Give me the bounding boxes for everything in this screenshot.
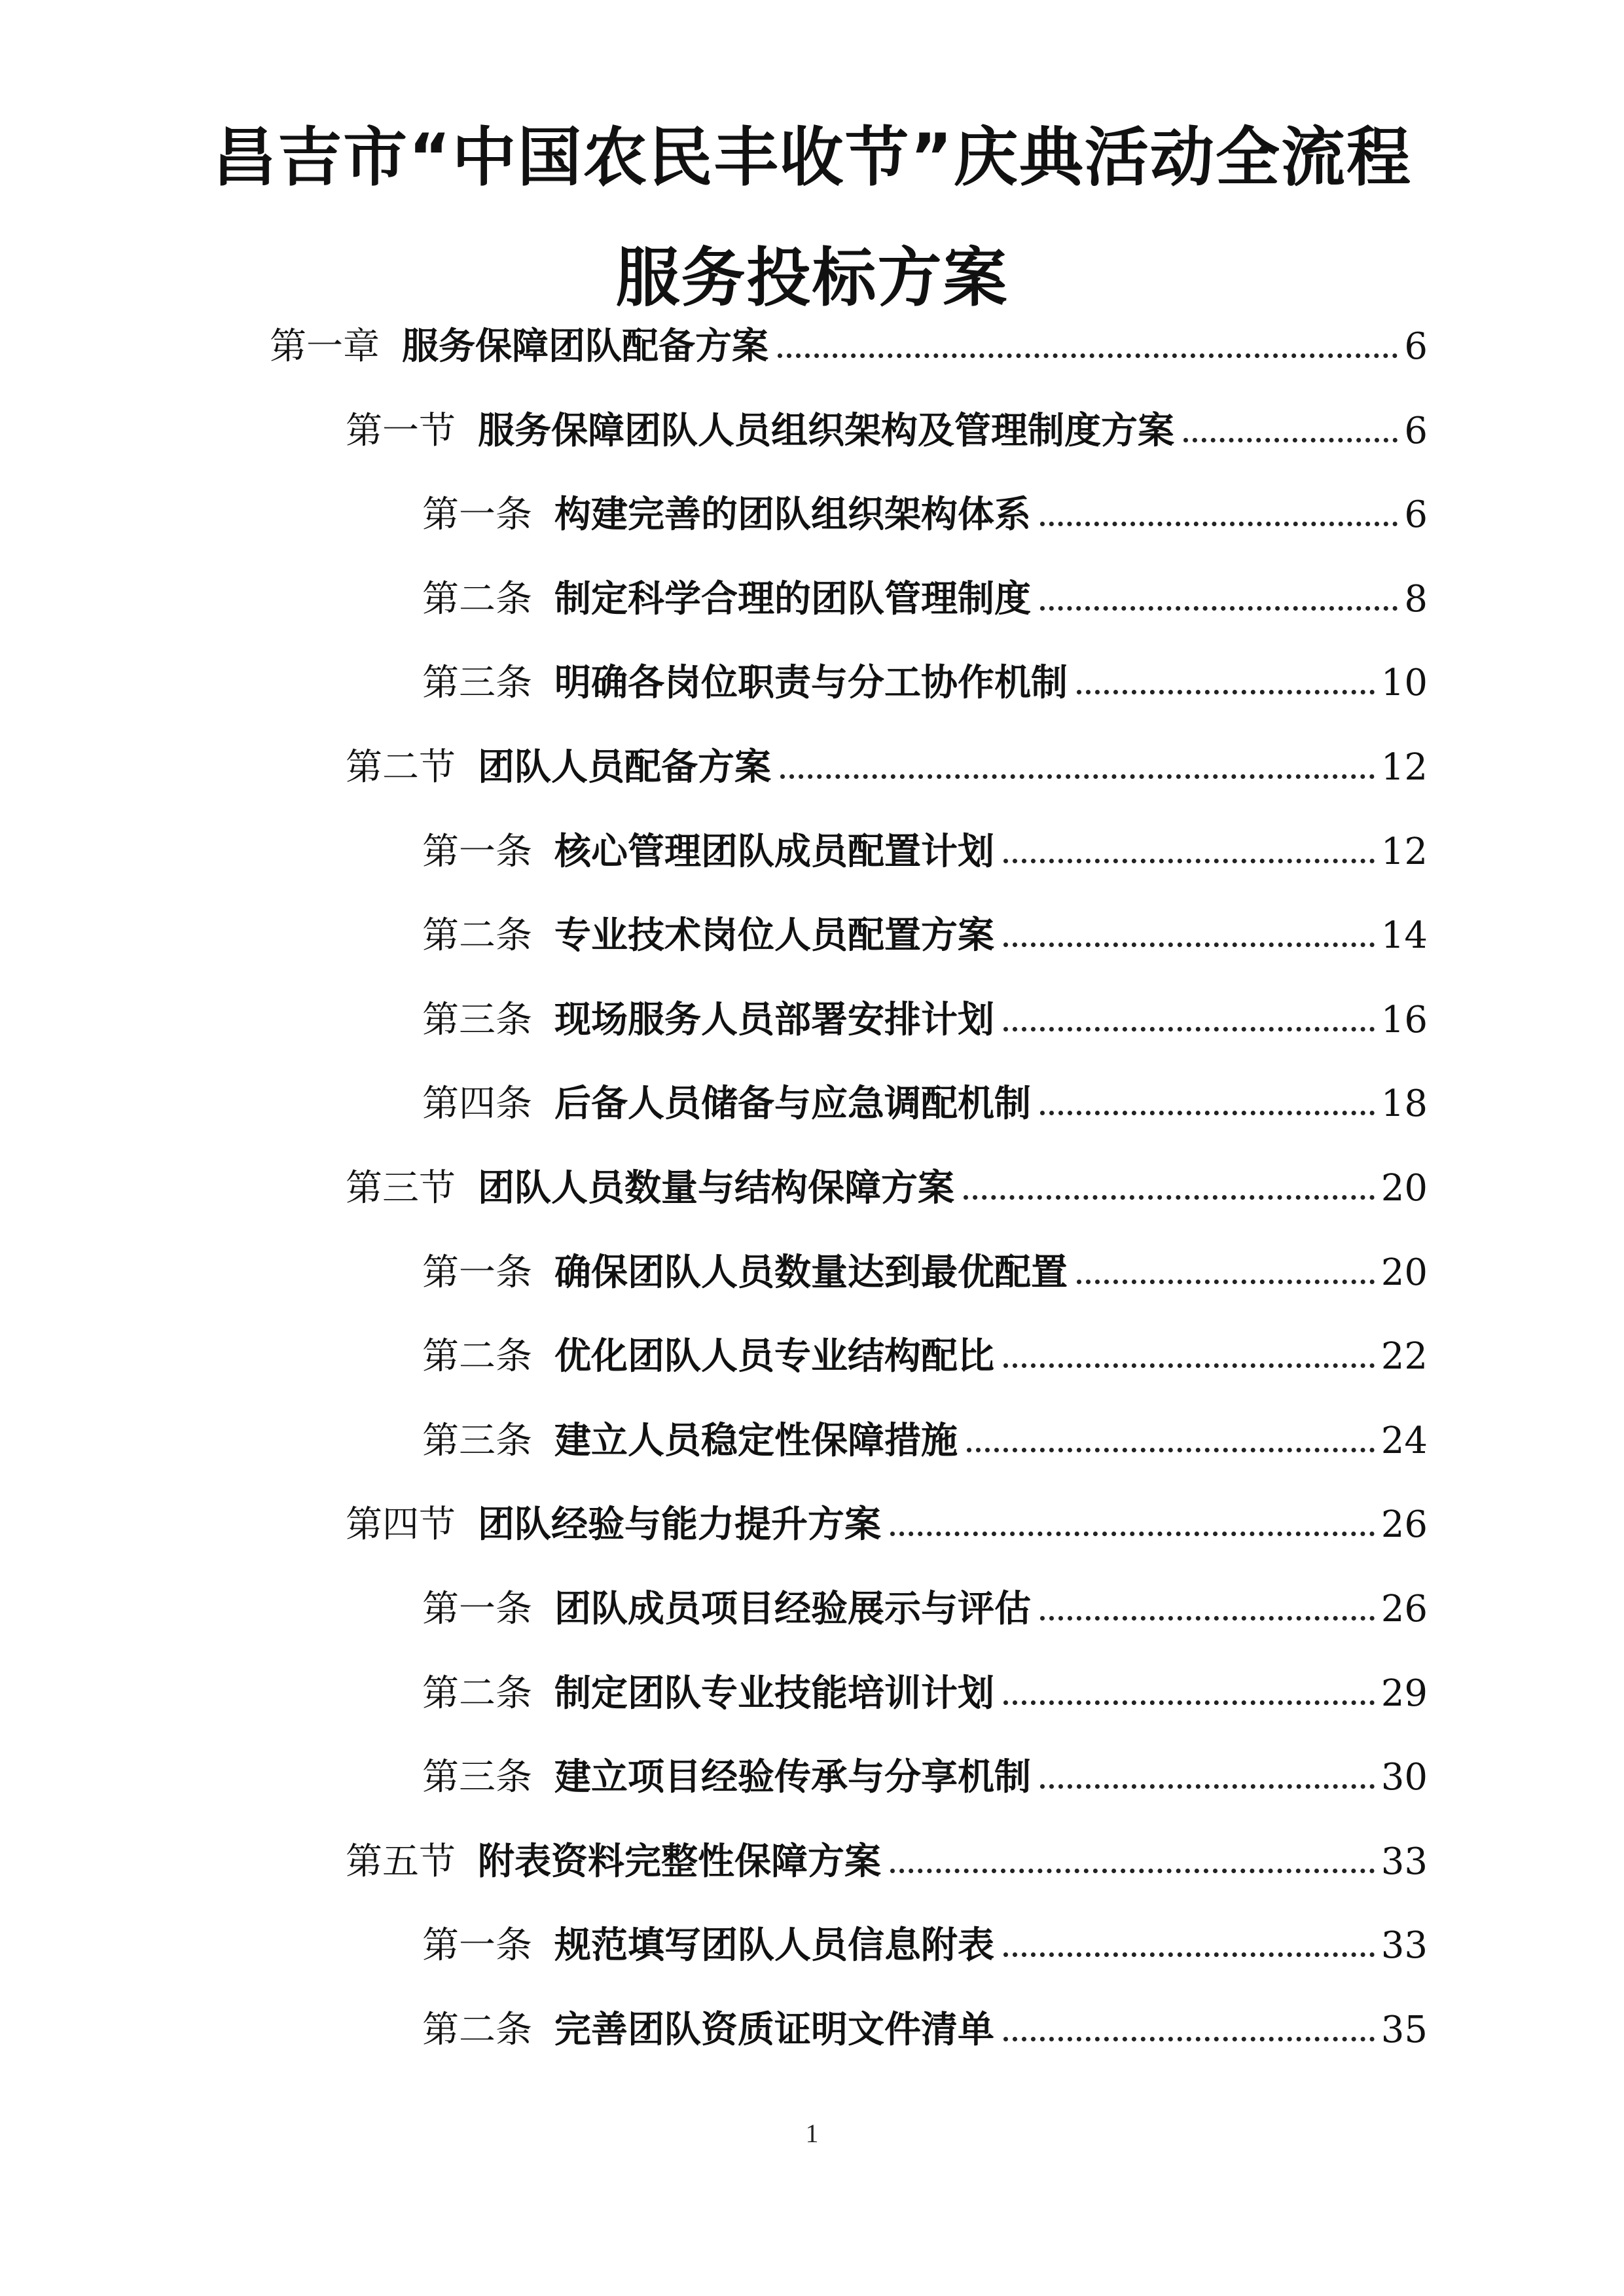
toc-entry-label: 第二条	[422, 914, 532, 957]
toc-dot-leader	[1003, 2037, 1375, 2041]
toc-entry-page-number: 22	[1380, 1335, 1428, 1378]
toc-entry[interactable]	[270, 319, 1428, 368]
document-title-line-1: 昌吉市“中国农民丰收节”庆典活动全流程	[212, 120, 1412, 195]
toc-entry-label: 第三条	[422, 999, 532, 1041]
toc-entry-page-number: 12	[1380, 831, 1428, 873]
toc-entry-title: 专业技术岗位人员配置方案	[554, 914, 994, 957]
toc-entry-page-number: 12	[1380, 746, 1428, 789]
toc-entry[interactable]	[422, 656, 1428, 702]
toc-entry-label: 第一条	[422, 1924, 532, 1967]
toc-entry-page-number: 29	[1380, 1672, 1428, 1715]
toc-entry-page-number: 16	[1380, 999, 1428, 1041]
toc-entry-label: 第二条	[422, 1335, 532, 1378]
toc-entry[interactable]	[422, 993, 1428, 1039]
toc-entry-label: 第二条	[422, 1672, 532, 1715]
toc-dot-leader	[1003, 942, 1375, 947]
toc-dot-leader	[1040, 1784, 1375, 1789]
toc-entry[interactable]	[422, 1666, 1428, 1715]
toc-entry[interactable]	[346, 1835, 1428, 1883]
toc-dot-leader	[1040, 522, 1398, 526]
toc-entry-label: 第三节	[346, 1167, 456, 1210]
toc-entry-title: 制定科学合理的团队管理制度	[554, 578, 1031, 620]
toc-entry-label: 第四条	[422, 1083, 532, 1125]
toc-entry-page-number: 6	[1404, 325, 1428, 368]
toc-dot-leader	[1003, 1027, 1375, 1031]
toc-entry-page-number: 6	[1404, 493, 1428, 536]
toc-entry-title: 确保团队人员数量达到最优配置	[554, 1251, 1068, 1294]
toc-dot-leader	[780, 774, 1375, 779]
toc-entry-title: 规范填写团队人员信息附表	[554, 1924, 994, 1967]
toc-entry-label: 第一章	[270, 325, 380, 368]
toc-entry-title: 构建完善的团队组织架构体系	[554, 493, 1031, 536]
toc-entry-title: 服务保障团队配备方案	[402, 325, 768, 368]
toc-entry-page-number: 14	[1380, 914, 1428, 957]
toc-dot-leader	[1003, 1700, 1375, 1705]
toc-entry[interactable]	[346, 1161, 1428, 1210]
toc-dot-leader	[890, 1532, 1375, 1536]
toc-entry-title: 服务保障团队人员组织架构及管理制度方案	[478, 410, 1174, 452]
toc-entry-label: 第一条	[422, 1251, 532, 1294]
toc-entry-page-number: 8	[1404, 578, 1428, 620]
toc-entry-title: 明确各岗位职责与分工协作机制	[554, 662, 1068, 704]
toc-dot-leader	[1077, 690, 1375, 694]
toc-entry-title: 建立人员稳定性保障措施	[554, 1420, 958, 1462]
toc-entry[interactable]	[346, 740, 1428, 789]
toc-entry-label: 第一条	[422, 831, 532, 873]
page-number: 1	[805, 2119, 819, 2148]
toc-entry-label: 第四节	[346, 1503, 456, 1546]
toc-entry-label: 第三条	[422, 1420, 532, 1462]
toc-entry-title: 后备人员储备与应急调配机制	[554, 1083, 1031, 1125]
toc-entry-page-number: 10	[1380, 662, 1428, 704]
toc-entry[interactable]	[422, 825, 1428, 873]
toc-entry-title: 团队人员配备方案	[478, 746, 771, 789]
toc-entry-page-number: 33	[1380, 1840, 1428, 1883]
toc-entry-label: 第五节	[346, 1840, 456, 1883]
toc-dot-leader	[1183, 438, 1398, 442]
toc-entry-page-number: 33	[1380, 1924, 1428, 1967]
toc-entry[interactable]	[422, 1918, 1428, 1967]
toc-entry-page-number: 18	[1380, 1083, 1428, 1125]
toc-entry-title: 团队人员数量与结构保障方案	[478, 1167, 954, 1210]
toc-entry[interactable]	[346, 1498, 1428, 1546]
toc-dot-leader	[967, 1448, 1375, 1452]
toc-entry-page-number: 20	[1380, 1167, 1428, 1210]
toc-dot-leader	[1040, 1111, 1375, 1115]
toc-entry[interactable]	[422, 1750, 1428, 1799]
toc-entry[interactable]	[422, 572, 1428, 618]
toc-entry-label: 第三条	[422, 662, 532, 704]
toc-entry-title: 附表资料完整性保障方案	[478, 1840, 881, 1883]
toc-entry-page-number: 24	[1380, 1420, 1428, 1462]
toc-entry-title: 完善团队资质证明文件清单	[554, 2009, 994, 2051]
toc-entry-label: 第一节	[346, 410, 456, 452]
toc-entry-label: 第二节	[346, 746, 456, 789]
toc-dot-leader	[1077, 1280, 1375, 1284]
toc-entry-title: 团队经验与能力提升方案	[478, 1503, 881, 1546]
toc-entry-page-number: 20	[1380, 1251, 1428, 1294]
toc-dot-leader	[890, 1869, 1375, 1873]
toc-entry[interactable]	[422, 1246, 1428, 1294]
toc-entry-label: 第三条	[422, 1756, 532, 1799]
toc-entry-page-number: 26	[1380, 1588, 1428, 1630]
toc-entry[interactable]	[422, 1582, 1428, 1628]
document-title-line-2: 服务投标方案	[615, 240, 1009, 315]
toc-entry-title: 团队成员项目经验展示与评估	[554, 1588, 1031, 1630]
toc-entry-label: 第一条	[422, 1588, 532, 1630]
toc-entry-page-number: 35	[1380, 2009, 1428, 2051]
toc-entry[interactable]	[346, 404, 1428, 450]
toc-entry-title: 建立项目经验传承与分享机制	[554, 1756, 1031, 1799]
toc-dot-leader	[1003, 859, 1375, 863]
toc-entry-label: 第一条	[422, 493, 532, 536]
toc-dot-leader	[1003, 1363, 1375, 1368]
toc-entry-label: 第二条	[422, 2009, 532, 2051]
toc-entry-label: 第二条	[422, 578, 532, 620]
toc-entry[interactable]	[422, 908, 1428, 957]
toc-entry-page-number: 30	[1380, 1756, 1428, 1799]
toc-entry-title: 核心管理团队成员配置计划	[554, 831, 994, 873]
toc-dot-leader	[964, 1195, 1375, 1200]
toc-entry-title: 现场服务人员部署安排计划	[554, 999, 994, 1041]
toc-entry[interactable]	[422, 1414, 1428, 1460]
toc-entry-page-number: 6	[1404, 410, 1428, 452]
toc-dot-leader	[1003, 1952, 1375, 1957]
toc-entry[interactable]	[422, 1329, 1428, 1378]
toc-entry[interactable]	[422, 1077, 1428, 1125]
toc-entry-page-number: 26	[1380, 1503, 1428, 1546]
toc-entry[interactable]	[422, 2003, 1428, 2049]
toc-dot-leader	[1040, 1616, 1375, 1621]
toc-entry-title: 制定团队专业技能培训计划	[554, 1672, 994, 1715]
toc-dot-leader	[1040, 606, 1398, 611]
toc-dot-leader	[778, 353, 1398, 358]
toc-entry[interactable]	[422, 488, 1428, 536]
toc-entry-title: 优化团队人员专业结构配比	[554, 1335, 994, 1378]
